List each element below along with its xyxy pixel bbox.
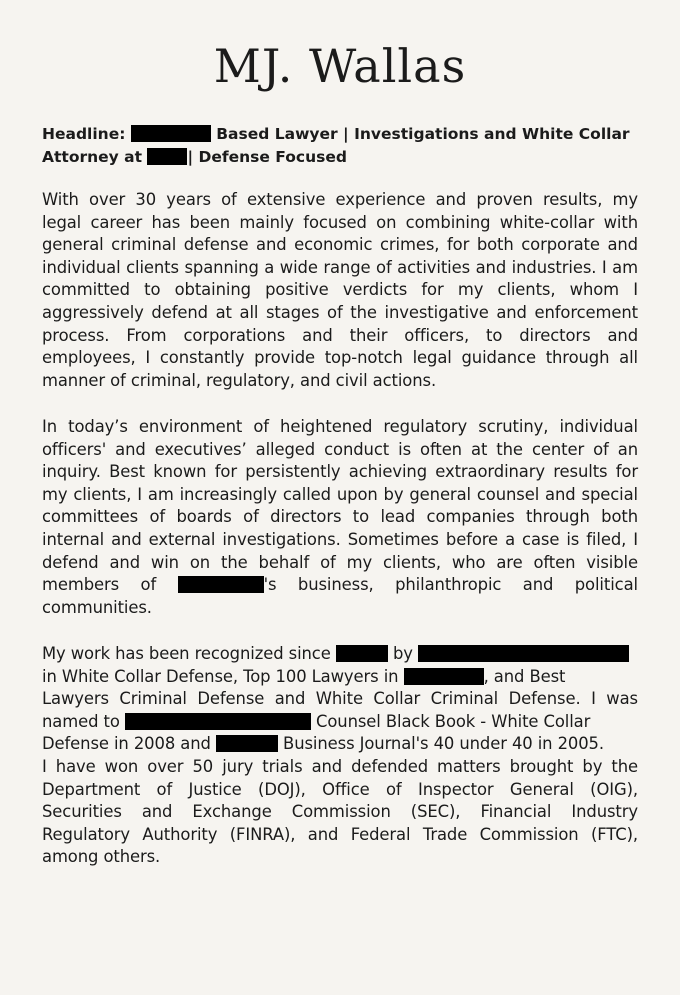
text-line: Regulatory Authority (FINRA), and Federal Trade Commission (FTC), bbox=[42, 824, 638, 844]
text-line: inquiry. Best known for persistently achieving extraordinary results for bbox=[42, 462, 638, 482]
headline-text-2: Attorney at bbox=[42, 147, 143, 166]
text-line: communities. bbox=[42, 597, 152, 617]
redacted-block bbox=[216, 735, 278, 752]
text-line: officers' and executives’ alleged conduct is often at the center of an bbox=[42, 439, 638, 459]
text-fragment: Defense in 2008 and bbox=[42, 734, 211, 754]
redacted-block bbox=[336, 645, 388, 662]
text-line: Department of Justice (DOJ), Office of Inspector General (OIG), bbox=[42, 779, 638, 799]
text-line: In today’s environment of heightened regulatory scrutiny, individual bbox=[42, 417, 638, 436]
text-line: individual clients spanning a wide range of activities and industries. I am bbox=[42, 257, 638, 277]
text-fragment: named to bbox=[42, 711, 120, 731]
text-line: Securities and Exchange Commission (SEC), Financial Industry bbox=[42, 802, 638, 822]
paragraph-recognition bbox=[42, 643, 638, 869]
text-fragment: in White Collar Defense, Top 100 Lawyers in bbox=[42, 666, 399, 686]
text-line bbox=[42, 643, 638, 666]
text-fragment: Business Journal's 40 under 40 in 2005. bbox=[283, 734, 604, 754]
text-line: aggressively defend at all stages of the investigative and enforcement bbox=[42, 302, 638, 322]
text-line bbox=[42, 711, 638, 734]
redacted-block bbox=[125, 713, 311, 730]
text-line: committees of boards of directors to lead companies through both bbox=[42, 507, 638, 527]
headline bbox=[42, 123, 638, 168]
text-of: of bbox=[140, 575, 157, 595]
text-line: Lawyers Criminal Defense and White Collar Criminal Defense. I was bbox=[42, 689, 638, 709]
text-line: employees, I constantly provide top-notch legal guidance through all bbox=[42, 348, 638, 368]
text-fragment: Counsel Black Book - White Collar bbox=[316, 711, 591, 731]
redacted-block bbox=[418, 645, 629, 662]
text-fragment: by bbox=[392, 644, 413, 663]
page-title: MJ. Wallas bbox=[213, 39, 467, 93]
redacted-block bbox=[178, 576, 264, 593]
text-line: among others. bbox=[42, 847, 161, 867]
redacted-block bbox=[131, 125, 211, 142]
text-line: defend and win on the behalf of my clients, who are often visible bbox=[42, 552, 638, 572]
redacted-block bbox=[147, 148, 187, 165]
text-line: legal career has been mainly focused on combining white-collar with bbox=[42, 212, 638, 232]
redacted-block bbox=[404, 668, 484, 685]
paragraph-environment bbox=[42, 416, 638, 619]
text-fragment: , and Best bbox=[483, 666, 566, 686]
text-business: 's business, philanthropic and political bbox=[263, 575, 638, 595]
text-members: members bbox=[42, 575, 120, 595]
text-line: general criminal defense and economic crimes, for both corporate and bbox=[42, 235, 638, 255]
text-line: my clients, I am increasingly called upon by general counsel and special bbox=[42, 484, 638, 504]
text-line: internal and external investigations. Sometimes before a case is filed, I bbox=[42, 529, 638, 549]
headline-text-1: Based Lawyer | Investigations and White Collar bbox=[216, 125, 630, 143]
text-line: manner of criminal, regulatory, and civil actions. bbox=[42, 370, 437, 390]
text-line: process. From corporations and their officers, to directors and bbox=[42, 325, 638, 345]
headline-label: Headline: bbox=[42, 125, 126, 143]
text-fragment: My work has been recognized since bbox=[42, 644, 331, 663]
paragraph-experience bbox=[42, 189, 638, 392]
text-line: With over 30 years of extensive experience and proven results, my bbox=[42, 190, 638, 209]
text-line bbox=[42, 733, 638, 756]
headline-text-3: | Defense Focused bbox=[187, 147, 347, 166]
text-line bbox=[42, 666, 638, 689]
text-line: committed to obtaining positive verdicts for my clients, whom I bbox=[42, 280, 638, 300]
text-line bbox=[42, 574, 638, 597]
text-line: I have won over 50 jury trials and defended matters brought by the bbox=[42, 756, 638, 776]
